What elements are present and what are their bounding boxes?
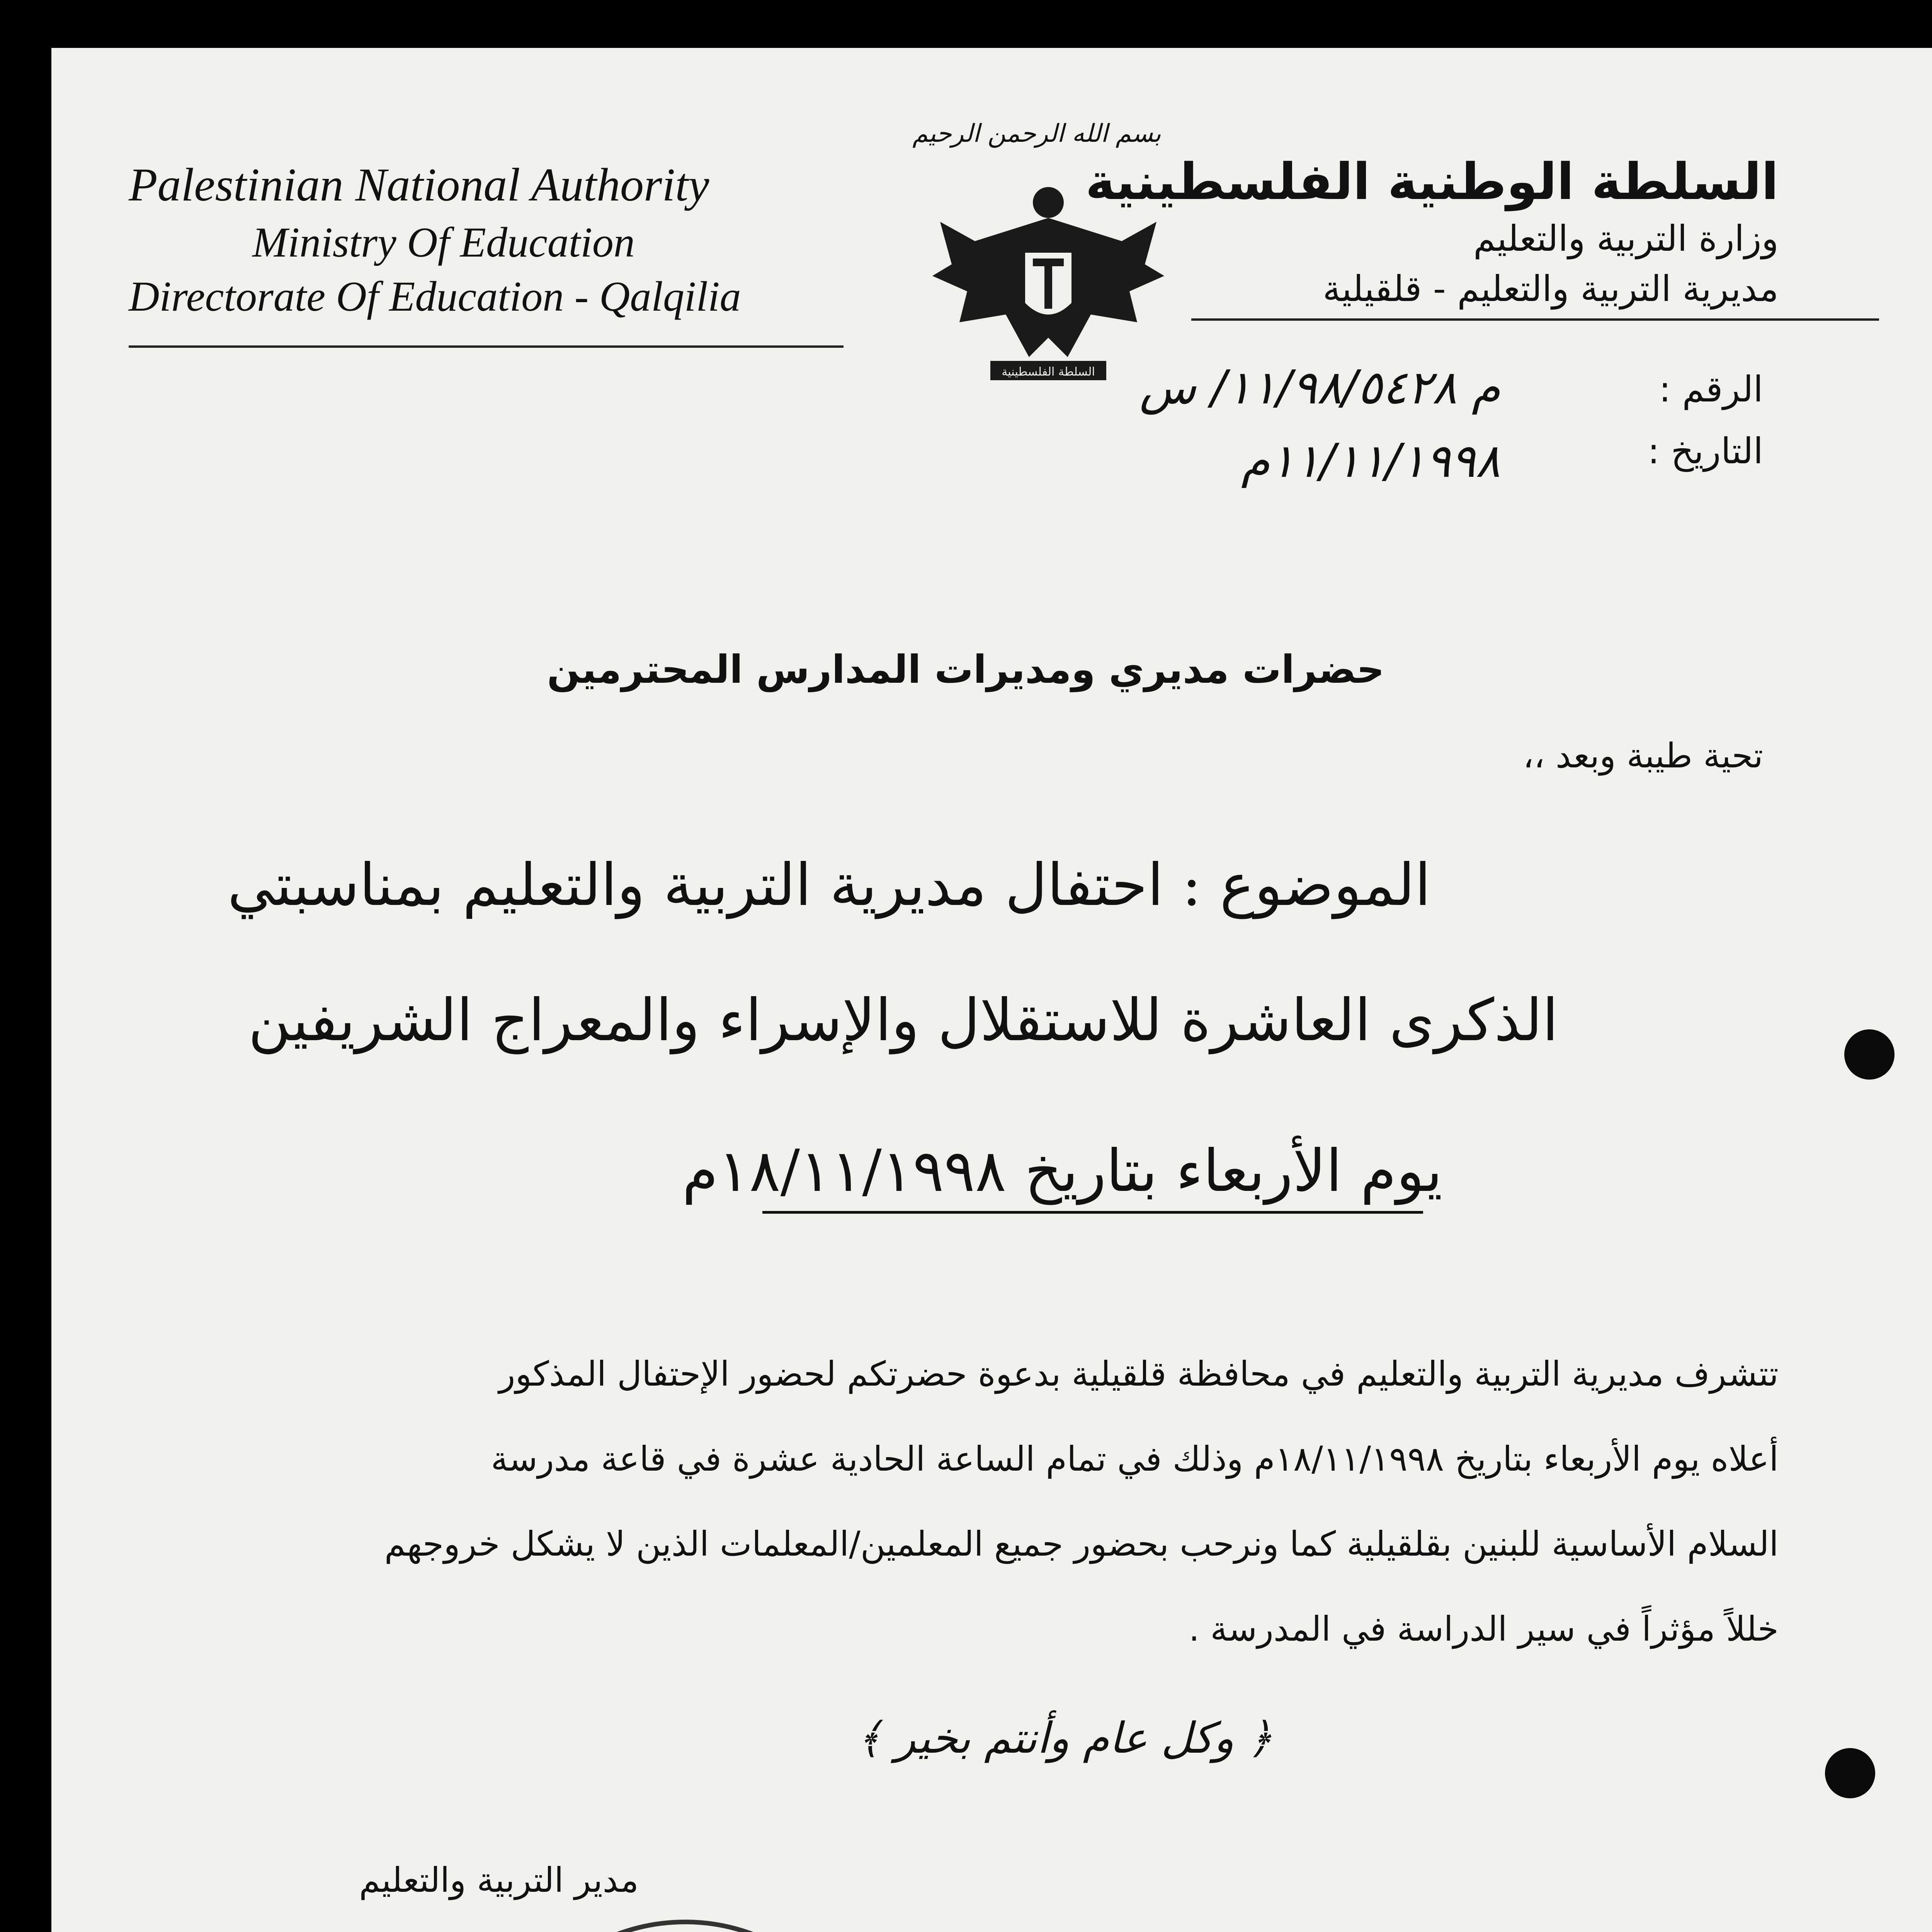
header-en-directorate: Directorate Of Education - Qalqilia [129,273,741,320]
header-ar-ministry: وزارة التربية والتعليم [1473,218,1779,259]
addressee: حضرات مديري ومديرات المدارس المحترمين [547,647,1384,692]
header-ar-directorate: مديرية التربية والتعليم - قلقيلية [1323,268,1779,310]
header-en-authority: Palestinian National Authority [129,159,709,211]
reference-number: م ١١/٩٨/٥٤٢٨/ س [1139,361,1500,415]
basmala: بسم الله الرحمن الرحيم [912,119,1161,148]
header-divider-left [129,345,844,348]
body-line: أعلاه يوم الأربعاء بتاريخ ١٨/١١/١٩٩٨م وذلك في تمام الساعة الحادية عشرة في قاعة مدرسة [491,1439,1779,1479]
body-line: السلام الأساسية للبنين بقلقيلية كما ونرحب بحضور جميع المعلمين/المعلمات الذين لا يشكل خروجهم [384,1524,1779,1564]
greeting: تحية طيبة وبعد ،، [1523,736,1763,776]
event-date: يوم الأربعاء بتاريخ ١٨/١١/١٩٩٨م [682,1138,1442,1205]
occasion-line: الذكرى العاشرة للاستقلال والإسراء والمعراج الشريفين [248,987,1558,1054]
reference-label: الرقم : [1659,369,1763,410]
body-line: تتشرف مديرية التربية والتعليم في محافظة قلقيلية بدعوة حضرتكم لحضور الإحتفال المذكور [498,1354,1779,1394]
letter-page [51,48,1932,1932]
punch-hole [1825,1748,1875,1798]
header-divider-right [1191,318,1879,321]
header-ar-authority: السلطة الوطنية الفلسطينية [1085,152,1779,211]
emblem-caption: السلطة الفلسطينية [1002,365,1095,379]
header-en-ministry: Ministry Of Education [252,219,635,266]
event-date-underline [762,1211,1423,1214]
palestinian-eagle-emblem-icon [917,175,1180,392]
date-label: التاريخ : [1647,430,1763,472]
body-line: خللاً مؤثراً في سير الدراسة في المدرسة . [1189,1609,1779,1649]
date-value: ١١/١١/١٩٩٨م [1241,434,1500,488]
signer-title: مدير التربية والتعليم [359,1860,639,1900]
official-round-seal [484,1914,886,1932]
punch-hole [1844,1029,1895,1080]
subject-line: الموضوع : احتفال مديرية التربية والتعليم بمناسبتي [227,852,1431,919]
closing-phrase: ﴿ وكل عام وأنتم بخير ﴾ [857,1713,1272,1763]
